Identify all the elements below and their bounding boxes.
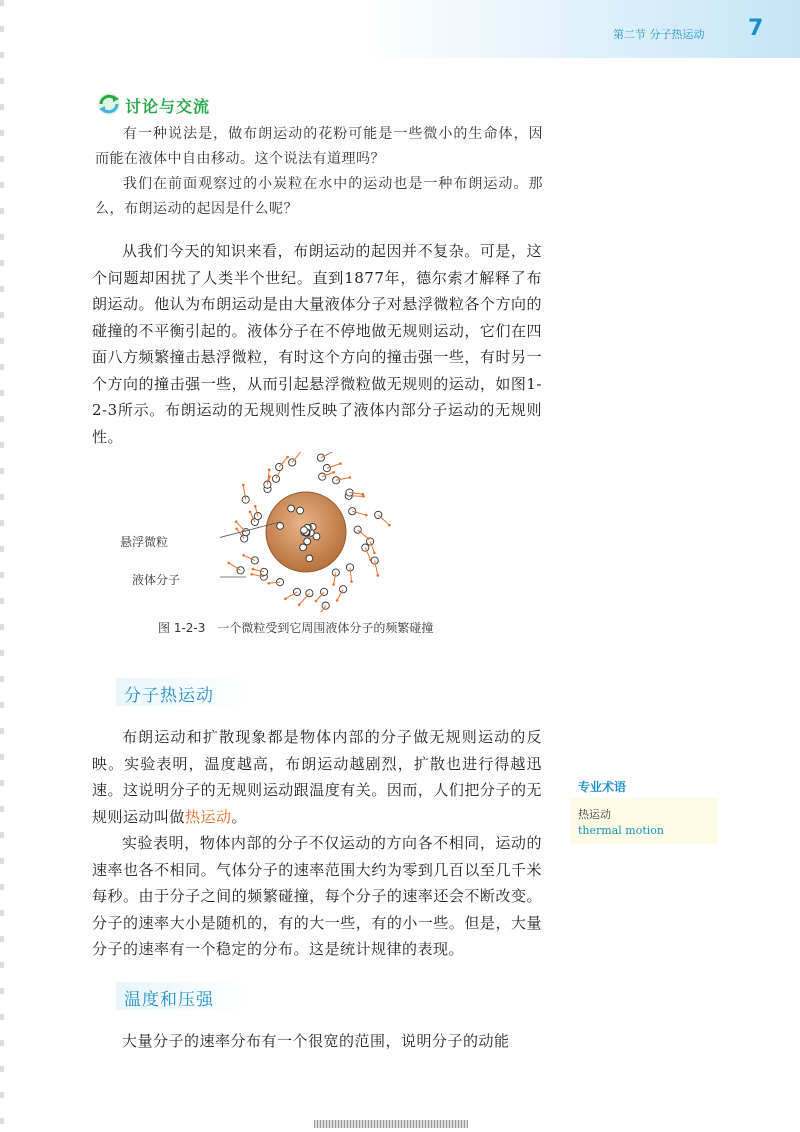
inner-molecule	[306, 555, 313, 562]
inner-molecule	[304, 538, 311, 545]
inner-molecule	[288, 505, 295, 512]
motion-arrow-head	[254, 505, 257, 508]
motion-arrow-head	[298, 603, 301, 606]
motion-arrow-head	[251, 573, 254, 576]
motion-arrow-head	[362, 493, 365, 496]
motion-arrow-head	[332, 471, 335, 474]
inner-molecule	[297, 507, 304, 514]
motion-arrow-head	[332, 583, 335, 586]
motion-arrow-head	[235, 520, 238, 523]
liquid-molecule	[272, 475, 279, 482]
figure-brownian-collision	[220, 452, 420, 612]
discussion-paragraph-2: 我们在前面观察过的小炭粒在水中的运动也是一种布朗运动。那么，布朗运动的起因是什么呢？	[95, 176, 543, 217]
motion-arrow-head	[267, 582, 270, 585]
motion-arrow-head	[286, 456, 289, 459]
motion-arrow-head	[362, 495, 365, 498]
motion-arrow-head	[377, 574, 380, 577]
motion-arrow-head	[249, 511, 252, 514]
liquid-molecule	[260, 568, 267, 575]
motion-arrow	[378, 515, 389, 525]
motion-arrow	[299, 593, 309, 605]
liquid-molecule	[349, 508, 356, 515]
motion-arrow-head	[227, 562, 230, 565]
motion-arrow-head	[242, 554, 245, 557]
motion-arrow-head	[350, 580, 353, 583]
temperature-paragraph-1: 大量分子的速率分布有一个很宽的范围，说明分子的动能	[122, 1032, 510, 1050]
discussion-paragraph-1: 有一种说法是，做布朗运动的花粉可能是一些微小的生命体，因而能在液体中自由移动。这个说法有道理吗？	[95, 126, 543, 167]
motion-arrow	[229, 563, 241, 570]
discussion-title: 讨论与交流	[125, 97, 211, 116]
motion-arrow-head	[315, 600, 318, 603]
motion-arrow-head	[388, 524, 391, 527]
motion-arrow-head	[367, 537, 370, 540]
glossary-heading: 专业术语	[578, 780, 627, 794]
thermal-paragraph-1-text: 布朗运动和扩散现象都是物体内部的分子做无规则运动的反映。实验表明，温度越高，布朗运动越剧烈，扩散也进行得越迅速。这说明分子的无规则运动跟温度有关。因而，人们把分子的无规则运动叫做	[92, 728, 542, 826]
motion-arrow-head	[252, 568, 255, 571]
label-suspended-particle: 悬浮微粒	[120, 535, 169, 549]
motion-arrow-head	[373, 552, 376, 555]
footer-scan-mark	[314, 1120, 468, 1128]
inner-molecule	[300, 544, 307, 551]
body-paragraph-brownian: 从我们今天的知识来看，布朗运动的起因并不复杂。可是，这个问题却困扰了人类半个世纪。直到1877年，德尔索才解释了布朗运动。他认为布朗运动是由大量液体分子对悬浮微粒各个方向的碰撞的不平衡引起的。液体分子在不停地做无规则运动，它们在四面八方频繁撞击悬浮微粒，有时这个方向的撞击强一些，有时另一个方向的撞击强一些，从而引起悬浮微粒做无规则的运动，如图1-2-3所示。布朗运动的无规则性反映了液体内部分子运动的无规则性。	[92, 242, 542, 446]
liquid-molecule	[362, 544, 369, 551]
motion-arrow	[292, 452, 302, 462]
motion-arrow-head	[242, 484, 245, 487]
liquid-molecule	[371, 557, 378, 564]
book-spine-edge	[0, 0, 4, 1132]
page-number: 7	[748, 16, 764, 41]
motion-arrow-head	[336, 599, 339, 602]
liquid-molecule	[322, 602, 329, 609]
motion-arrow-head	[284, 598, 287, 601]
section-title-temperature-pressure: 温度和压强	[124, 990, 214, 1010]
section-heading-temperature-pressure	[116, 982, 250, 1010]
liquid-molecules	[227, 452, 390, 612]
section-title-thermal-motion: 分子热运动	[124, 686, 214, 706]
motion-arrow-head	[349, 476, 352, 479]
thermal-paragraph-1-end: 。	[231, 807, 248, 826]
motion-arrow	[316, 592, 324, 601]
inner-molecule	[277, 523, 284, 530]
glossary-term-english: thermal motion	[578, 824, 664, 837]
motion-arrow	[358, 530, 369, 539]
inner-molecule	[313, 533, 320, 540]
term-highlight-thermal-motion: 热运动	[185, 807, 232, 826]
motion-arrow	[279, 457, 287, 467]
thermal-paragraph-2: 实验表明，物体内部的分子不仅运动的方向各不相同，运动的速率也各不相同。气体分子的速率范围大约为零到几百以至几千米每秒。由于分子之间的频繁碰撞，每个分子的速率还会不断改变。分子的速率大小是随机的，有的大一些，有的小一些。但是，大量分子的速率有一个稳定的分布。这是统计规律的表现。	[92, 834, 542, 958]
liquid-molecule	[340, 586, 347, 593]
liquid-molecule	[317, 454, 324, 461]
label-liquid-molecule: 液体分子	[132, 573, 181, 587]
thermal-paragraph-1	[92, 724, 542, 830]
section-heading-thermal-motion	[116, 678, 250, 706]
liquid-molecule	[323, 465, 330, 472]
inner-molecule	[301, 527, 308, 534]
motion-arrow-head	[365, 514, 368, 517]
motion-arrow-head	[268, 469, 271, 472]
glossary-box	[570, 798, 718, 844]
running-header-section: 第二节 分子热运动	[613, 28, 705, 41]
figure-caption: 图 1-2-3 一个微粒受到它周围液体分子的频繁碰撞	[158, 621, 434, 635]
discussion-cycle-icon	[95, 90, 123, 118]
glossary-term-chinese: 热运动	[578, 808, 611, 821]
motion-arrow-head	[339, 462, 342, 465]
liquid-molecule	[237, 567, 244, 574]
motion-arrow-head	[235, 528, 238, 531]
